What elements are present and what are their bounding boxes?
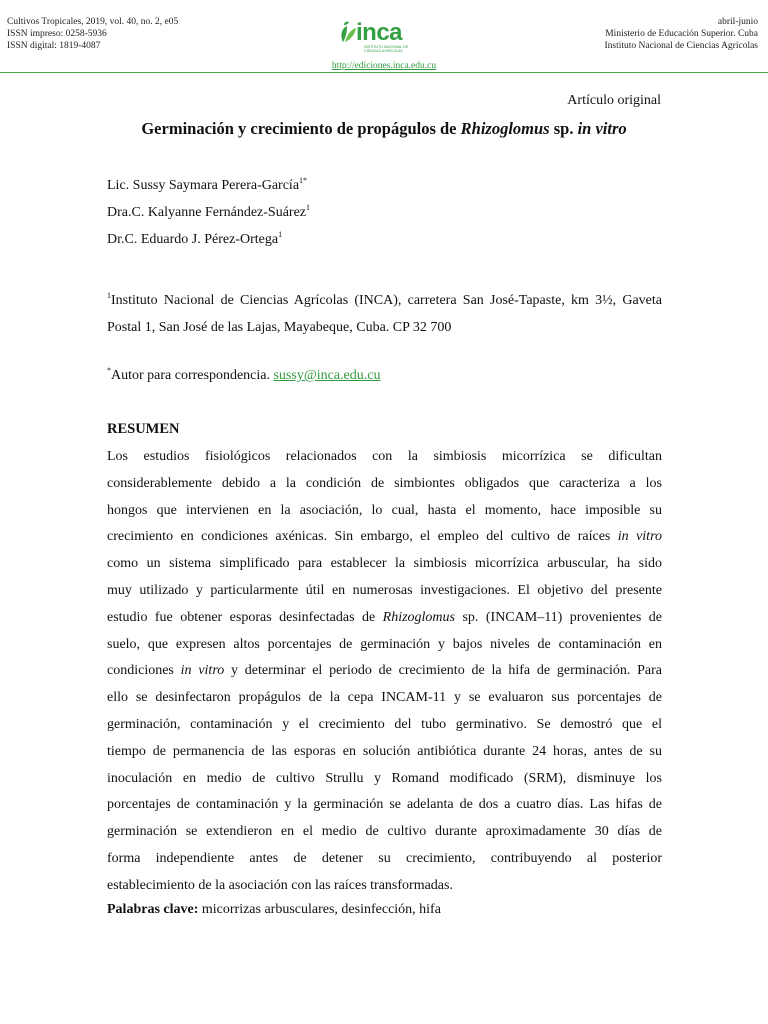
- author-name: Lic. Sussy Saymara Perera-García: [107, 178, 300, 193]
- abstract-body: [107, 444, 662, 900]
- abstract-line: como un sistema simplificado para establecer la simbiosis micorrízica arbuscular, ha sido: [107, 556, 662, 572]
- ministry: Ministerio de Educación Superior. Cuba: [605, 29, 758, 39]
- abstract-line: suelo, que expresen altos porcentajes de germinación y bajos niveles de contaminación en: [107, 636, 662, 652]
- article-type: Artículo original: [567, 93, 661, 108]
- header-divider: [0, 72, 768, 73]
- abstract-line: muy utilizado y particularmente útil en numerosas investigaciones. El objetivo del presente: [107, 582, 662, 598]
- author-name: Dra.C. Kalyanne Fernández-Suárez: [107, 205, 307, 220]
- abstract-line: Los estudios fisiológicos relacionados con la simbiosis micorrízica se dificultan: [107, 449, 662, 464]
- article-title: [0, 119, 768, 139]
- affiliation: [107, 287, 662, 341]
- logo-subtitle: INSTITUTO NACIONAL DE CIENCIAS AGRÍCOLAS: [364, 45, 409, 53]
- abstract-line: hongos que intervienen en la asociación, lo cual, hasta el momento, hace imposible su: [107, 502, 662, 518]
- institute: Instituto Nacional de Ciencias Agrícolas: [604, 41, 758, 51]
- author-1: [107, 178, 307, 194]
- author-2: [107, 205, 310, 221]
- title-text: Germinación y crecimiento de propágulos de: [141, 119, 461, 138]
- abstract-line: establecimiento de la asociación con las raíces transformadas.: [107, 877, 453, 893]
- author-sup: 1: [278, 230, 283, 239]
- issue-period: abril-junio: [717, 17, 758, 27]
- abstract-line: porcentajes de contaminación y la germinación se adelanta de dos a cuatro días. Las hifas de: [107, 797, 662, 813]
- abstract-line: inoculación en medio de cultivo Strullu y Romand modificado (SRM), disminuye los: [107, 770, 662, 786]
- keywords: [107, 902, 441, 918]
- title-in-vitro: in vitro: [577, 119, 627, 138]
- correspondence: [107, 368, 380, 384]
- publisher-info: [604, 16, 758, 52]
- abstract-line: considerablemente debido a la condición de simbiontes obligados que caracteriza a los: [107, 475, 662, 491]
- title-text-2: sp.: [549, 119, 578, 138]
- email-link[interactable]: sussy@inca.edu.cu: [273, 368, 381, 383]
- leaf-icon: [338, 20, 358, 44]
- journal-citation: Cultivos Tropicales, 2019, vol. 40, no. 2, e05: [7, 17, 179, 27]
- journal-url-link[interactable]: http://ediciones.inca.edu.cu: [331, 61, 437, 71]
- author-sup: 1*: [299, 176, 308, 185]
- affiliation-sup: 1: [107, 291, 111, 300]
- abstract-heading: RESUMEN: [107, 421, 180, 437]
- correspondence-sup: *: [107, 366, 111, 375]
- keywords-text: micorrizas arbusculares, desinfección, hifa: [198, 902, 441, 917]
- inca-logo: [338, 20, 438, 54]
- issn-print: ISSN impreso: 0258-5936: [7, 29, 107, 39]
- issn-digital: ISSN digital: 1819-4087: [7, 41, 101, 51]
- author-name: Dr.C. Eduardo J. Pérez-Ortega: [107, 232, 279, 247]
- abstract-line: crecimiento en condiciones axénicas. Sin embargo, el empleo del cultivo de raíces in vitro: [107, 529, 662, 545]
- abstract-line: tiempo de permanencia de las esporas en solución antibiótica durante 24 horas, antes de su: [107, 743, 662, 759]
- journal-info: [7, 16, 178, 52]
- logo-wordmark: inca: [356, 19, 403, 46]
- abstract-line: condiciones in vitro y determinar el periodo de crecimiento de la hifa de germinación. Para: [107, 663, 662, 679]
- abstract-line: germinación, contaminación y el crecimiento del tubo germinativo. Se demostró que el: [107, 716, 662, 732]
- author-3: [107, 232, 282, 248]
- abstract-line: estudio fue obtener esporas desinfectadas de Rhizoglomus sp. (INCAM‒11) provenientes de: [107, 609, 662, 625]
- correspondence-label: Autor para correspondencia.: [111, 368, 274, 383]
- author-sup: 1: [306, 203, 311, 212]
- abstract-line: ello se desinfectaron propágulos de la cepa INCAM-11 y se evaluaron sus porcentajes de: [107, 690, 662, 706]
- affiliation-text: Instituto Nacional de Ciencias Agrícolas (INCA), carretera San José-Tapaste, km 3½, Gaveta Postal 1, San José de las Lajas, Mayabeque, Cuba. CP 32 700: [107, 293, 662, 335]
- title-genus: Rhizoglomus: [460, 119, 550, 138]
- abstract-line: forma independiente antes de detener su crecimiento, contribuyendo al posterior: [107, 850, 662, 866]
- abstract-line: germinación se extendieron en el medio de cultivo durante aproximadamente 30 días de: [107, 824, 662, 840]
- keywords-label: Palabras clave:: [107, 902, 199, 917]
